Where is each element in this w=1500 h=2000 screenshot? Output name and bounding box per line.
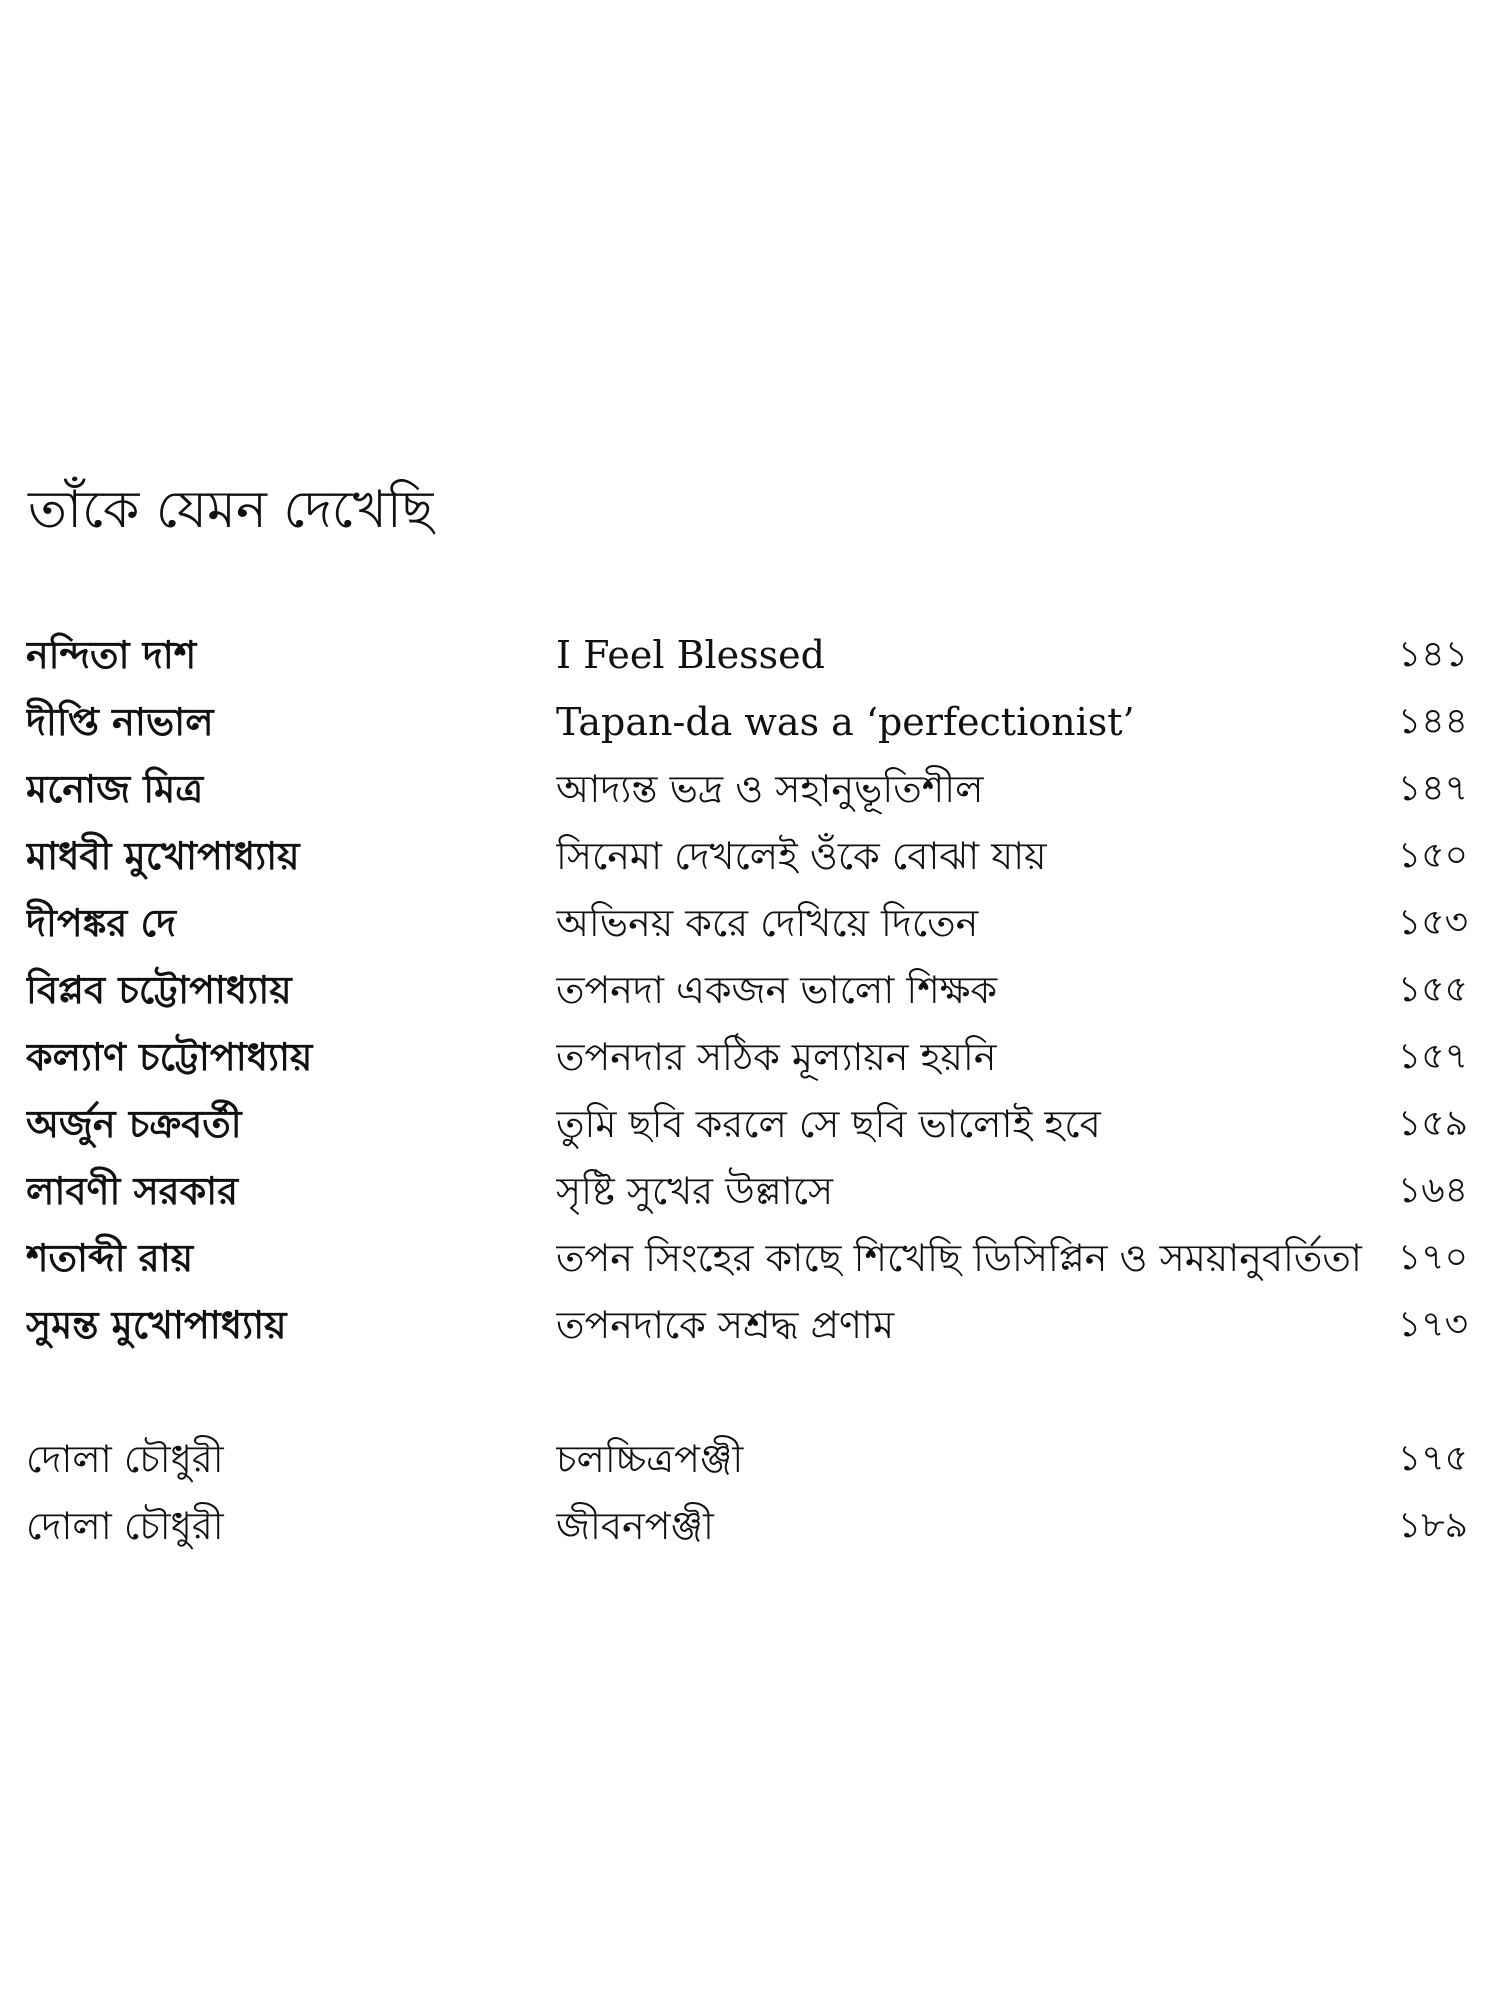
toc-title: তপন সিংহের কাছে শিখেছি ডিসিপ্লিন ও সময়ানুবর্তিতা bbox=[556, 1236, 1362, 1280]
toc-title: অভিনয় করে দেখিয়ে দিতেন bbox=[556, 901, 979, 945]
toc-author: সুমন্ত মুখোপাধ্যায় bbox=[26, 1302, 287, 1347]
toc-entry bbox=[0, 890, 1500, 956]
toc-author: কল্যাণ চট্টোপাধ্যায় bbox=[26, 1034, 313, 1079]
toc-appendix-entry bbox=[0, 1426, 1500, 1492]
toc-author: দীপ্তি নাভাল bbox=[26, 699, 214, 744]
toc-page-number: ১৮৯ bbox=[1397, 1505, 1468, 1546]
toc-entry bbox=[0, 756, 1500, 822]
toc-title: সিনেমা দেখলেই ওঁকে বোঝা যায় bbox=[556, 834, 1047, 878]
toc-entry bbox=[0, 1091, 1500, 1157]
toc-title: তপনদার সঠিক মূল্যায়ন হয়নি bbox=[556, 1035, 997, 1079]
toc-page-number: ১৭৫ bbox=[1397, 1438, 1468, 1479]
toc-author: বিপ্লব চট্টোপাধ্যায় bbox=[26, 967, 292, 1012]
toc-author: লাবণী সরকার bbox=[26, 1168, 239, 1213]
toc-author: অর্জুন চক্রবর্তী bbox=[26, 1101, 242, 1146]
toc-page-number: ১৫৭ bbox=[1397, 1036, 1468, 1077]
toc-page-number: ১৪১ bbox=[1397, 634, 1468, 675]
toc-title: তপনদাকে সশ্রদ্ধ প্রণাম bbox=[556, 1303, 895, 1347]
toc-page-number: ১৫০ bbox=[1397, 835, 1468, 876]
toc-title: I Feel Blessed bbox=[556, 633, 825, 677]
toc-title: Tapan-da was a ‘perfectionist’ bbox=[556, 700, 1135, 744]
toc-entry bbox=[0, 1024, 1500, 1090]
toc-author: মনোজ মিত্র bbox=[26, 766, 204, 811]
toc-appendix-entry bbox=[0, 1493, 1500, 1559]
section-title: তাঁকে যেমন দেখেছি bbox=[28, 480, 434, 540]
toc-title: জীবনপঞ্জী bbox=[556, 1504, 714, 1548]
toc-title: তপনদা একজন ভালো শিক্ষক bbox=[556, 968, 998, 1012]
toc-page-number: ১৪৭ bbox=[1397, 768, 1468, 809]
toc-entry bbox=[0, 823, 1500, 889]
toc-author: দোলা চৌধুরী bbox=[26, 1504, 224, 1548]
toc-author: শতাব্দী রায় bbox=[26, 1235, 194, 1280]
toc-title: সৃষ্টি সুখের উল্লাসে bbox=[556, 1169, 834, 1213]
toc-title: আদ্যন্ত ভদ্র ও সহানুভূতিশীল bbox=[556, 767, 984, 811]
toc-title: চলচ্চিত্রপঞ্জী bbox=[556, 1437, 744, 1481]
toc-page-number: ১৭০ bbox=[1397, 1237, 1468, 1278]
toc-entry bbox=[0, 622, 1500, 688]
toc-entry bbox=[0, 1225, 1500, 1291]
toc-entry bbox=[0, 957, 1500, 1023]
toc-page-number: ১৫৫ bbox=[1397, 969, 1468, 1010]
toc-author: নন্দিতা দাশ bbox=[26, 632, 197, 677]
toc-entry bbox=[0, 1292, 1500, 1358]
toc-entry bbox=[0, 689, 1500, 755]
toc-page-number: ১৬৪ bbox=[1397, 1170, 1468, 1211]
toc-author: দোলা চৌধুরী bbox=[26, 1437, 224, 1481]
toc-author: মাধবী মুখোপাধ্যায় bbox=[26, 833, 300, 878]
toc-entry bbox=[0, 1158, 1500, 1224]
toc-page-number: ১৫৯ bbox=[1397, 1103, 1468, 1144]
toc-title: তুমি ছবি করলে সে ছবি ভালোই হবে bbox=[556, 1102, 1101, 1146]
toc-page-number: ১৫৩ bbox=[1397, 902, 1468, 943]
toc-page-number: ১৭৩ bbox=[1397, 1304, 1468, 1345]
toc-author: দীপঙ্কর দে bbox=[26, 900, 176, 945]
toc-page-number: ১৪৪ bbox=[1397, 701, 1468, 742]
